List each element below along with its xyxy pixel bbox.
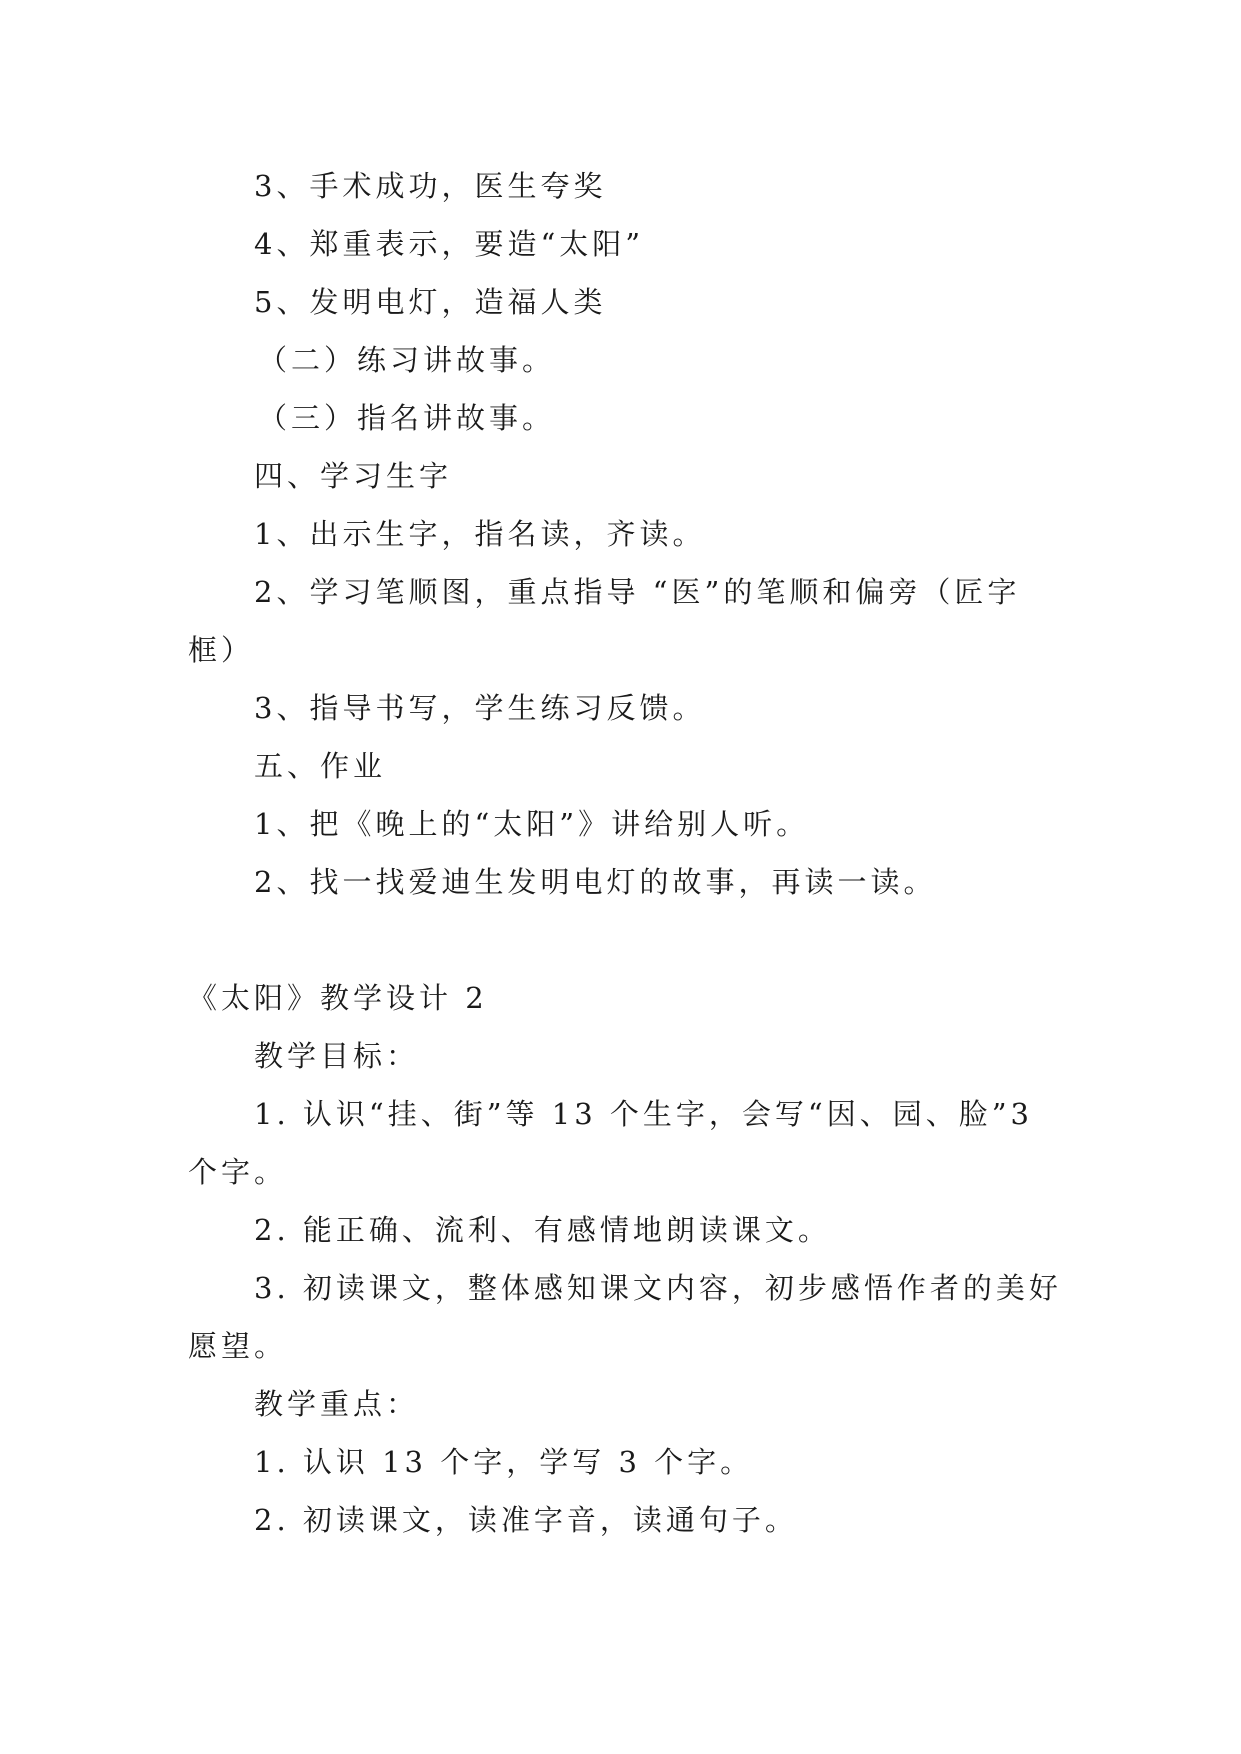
heading-teaching-goals: 教学目标：: [254, 1039, 420, 1073]
heading-learn-characters: 四、学习生字: [254, 459, 453, 493]
document-title: 《太阳》教学设计 2: [188, 981, 488, 1015]
list-item-focus-2: 2. 初读课文，读准字音，读通句子。: [254, 1503, 798, 1537]
list-item-stroke-order: 2、学习笔顺图，重点指导 “医”的笔顺和偏旁（匠字: [254, 575, 1021, 609]
list-item-show-characters: 1、出示生字，指名读，齐读。: [254, 517, 706, 551]
heading-homework: 五、作业: [254, 749, 387, 783]
list-item-homework-1: 1、把《晚上的“太阳”》讲给别人听。: [254, 807, 810, 841]
list-item-focus-1: 1. 认识 13 个字，学写 3 个字。: [254, 1445, 754, 1479]
section-tell-story: （三）指名讲故事。: [258, 401, 556, 435]
section-practice-story: （二）练习讲故事。: [258, 343, 556, 377]
heading-teaching-focus: 教学重点：: [254, 1387, 420, 1421]
list-item-stroke-order-cont: 框）: [188, 633, 255, 667]
list-item-goal-2: 2. 能正确、流利、有感情地朗读课文。: [254, 1213, 831, 1247]
list-item-goal-1: 1. 认识“挂、街”等 13 个生字，会写“因、园、脸”3: [254, 1097, 1033, 1131]
list-item-goal-3: 3. 初读课文，整体感知课文内容，初步感悟作者的美好: [254, 1271, 1062, 1305]
list-item-invent-lamp: 5、发明电灯，造福人类: [254, 285, 607, 319]
list-item-writing-guide: 3、指导书写，学生练习反馈。: [254, 691, 706, 725]
list-item-goal-1-cont: 个字。: [188, 1155, 288, 1189]
list-item-goal-3-cont: 愿望。: [188, 1329, 288, 1363]
list-item-make-sun: 4、郑重表示，要造“太阳”: [254, 227, 645, 261]
list-item-homework-2: 2、找一找爱迪生发明电灯的故事，再读一读。: [254, 865, 937, 899]
list-item-surgery-success: 3、手术成功，医生夸奖: [254, 169, 607, 203]
